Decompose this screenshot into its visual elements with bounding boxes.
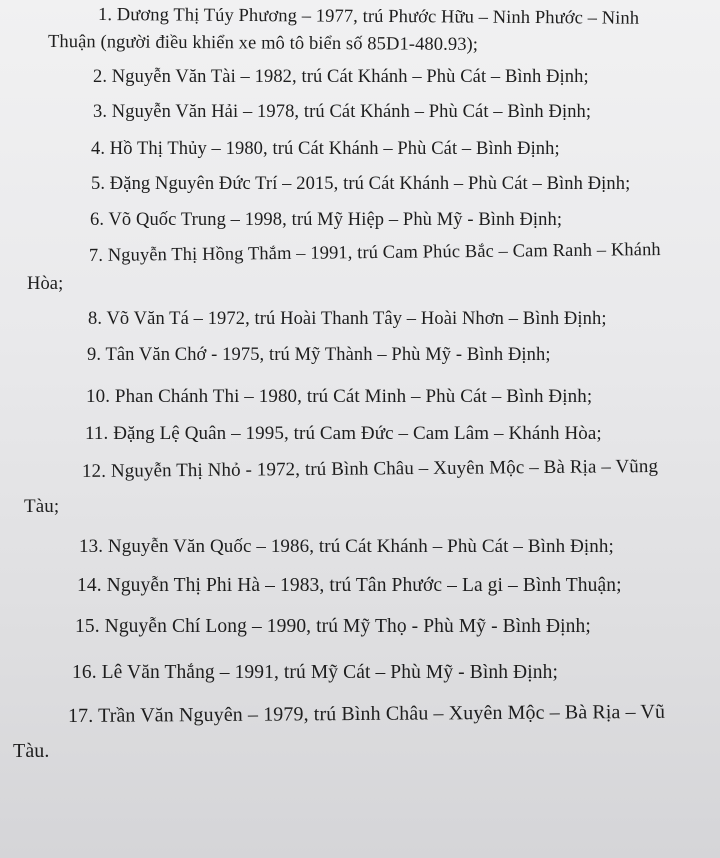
list-item-5: 5. Đặng Nguyên Đức Trí – 2015, trú Cát Khánh – Phù Cát – Bình Định;: [91, 174, 631, 194]
list-item-10: 10. Phan Chánh Thi – 1980, trú Cát Minh – Phù Cát – Bình Định;: [86, 386, 593, 407]
list-item-12-cont: Tàu;: [24, 496, 60, 517]
list-item-1: 1. Dương Thị Túy Phương – 1977, trú Phước Hữu – Ninh Phước – Ninh: [97, 5, 640, 29]
list-item-2: 2. Nguyễn Văn Tài – 1982, trú Cát Khánh – Phù Cát – Bình Định;: [93, 67, 589, 87]
list-item-17: 17. Trần Văn Nguyên – 1979, trú Bình Châu – Xuyên Mộc – Bà Rịa – Vũ: [67, 700, 666, 727]
list-item-16: 16. Lê Văn Thắng – 1991, trú Mỹ Cát – Phù Mỹ - Bình Định;: [72, 662, 558, 683]
list-item-6: 6. Võ Quốc Trung – 1998, trú Mỹ Hiệp – Phù Mỹ - Bình Định;: [90, 210, 563, 230]
list-item-7-cont: Hòa;: [27, 274, 64, 294]
list-item-13: 13. Nguyễn Văn Quốc – 1986, trú Cát Khánh – Phù Cát – Bình Định;: [79, 536, 614, 557]
list-item-11: 11. Đặng Lệ Quân – 1995, trú Cam Đức – Cam Lâm – Khánh Hòa;: [85, 423, 602, 444]
list-item-7: 7. Nguyễn Thị Hồng Thắm – 1991, trú Cam Phúc Bắc – Cam Ranh – Khánh: [88, 240, 661, 266]
list-item-8: 8. Võ Văn Tá – 1972, trú Hoài Thanh Tây – Hoài Nhơn – Bình Định;: [88, 309, 607, 329]
list-item-15: 15. Nguyễn Chí Long – 1990, trú Mỹ Thọ - Phù Mỹ - Bình Định;: [75, 616, 591, 637]
list-item-12: 12. Nguyễn Thị Nhỏ - 1972, trú Bình Châu – Xuyên Mộc – Bà Rịa – Vũng: [81, 455, 659, 482]
list-item-17-cont: Tàu.: [13, 740, 50, 762]
list-item-4: 4. Hồ Thị Thủy – 1980, trú Cát Khánh – Phù Cát – Bình Định;: [91, 139, 560, 159]
list-item-3: 3. Nguyễn Văn Hải – 1978, trú Cát Khánh – Phù Cát – Bình Định;: [93, 102, 592, 122]
list-item-14: 14. Nguyễn Thị Phi Hà – 1983, trú Tân Phước – La gi – Bình Thuận;: [77, 575, 622, 596]
list-item-1-cont: Thuận (người điều khiển xe mô tô biển số 85D1-480.93);: [47, 32, 479, 56]
list-item-9: 9. Tân Văn Chớ - 1975, trú Mỹ Thành – Phù Mỹ - Bình Định;: [87, 345, 551, 365]
